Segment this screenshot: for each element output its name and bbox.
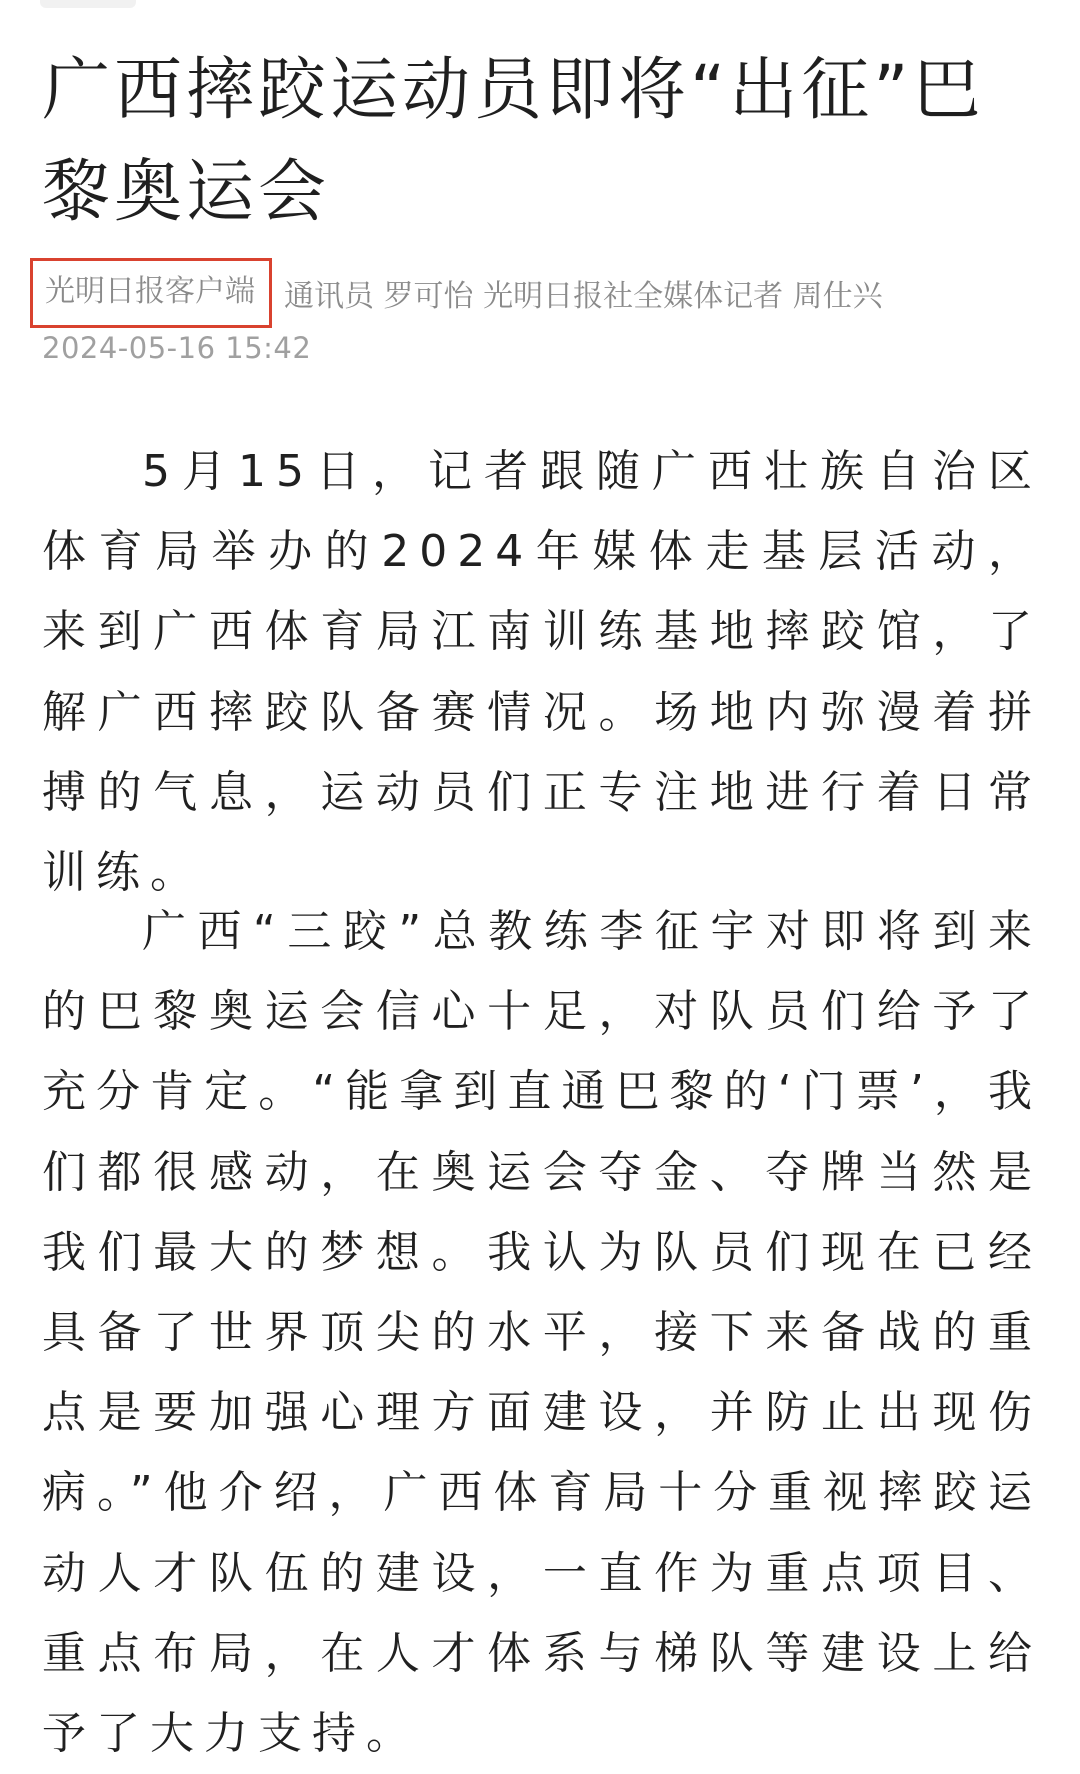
publish-timestamp: 2024-05-16 15:42 — [42, 331, 312, 365]
source-highlight-box[interactable] — [30, 258, 272, 328]
reporters-line: 通讯员 罗可怡 光明日报社全媒体记者 周仕兴 — [284, 279, 883, 314]
top-tab-remnant — [40, 0, 136, 8]
article-meta — [42, 262, 883, 314]
article-paragraph-2: 广西“三跤”总教练李征宇对即将到来的巴黎奥运会信心十足，对队员们给予了充分肯定。“能拿到直通巴黎的‘门票’，我们都很感动，在奥运会夺金、夺牌当然是我们最大的梦想。我认为队员们现在已经具备了世界顶尖的水平，接下来备战的重点是要加强心理方面建设，并防止出现伤病。”他介绍，广西体育局十分重视摔跤运动人才队伍的建设，一直作为重点项目、重点布局，在人才体系与梯队等建设上给予了大力支持。 — [42, 906, 1042, 1760]
source-label[interactable]: 光明日报客户端 — [45, 274, 255, 309]
article-title: 广西摔跤运动员即将“出征”巴黎奥运会 — [42, 51, 985, 232]
article-paragraph-1: 5月15日，记者跟随广西壮族自治区体育局举办的2024年媒体走基层活动，来到广西体育局江南训练基地摔跤馆，了解广西摔跤队备赛情况。场地内弥漫着拼搏的气息，运动员们正专注地进行着日常训练。 — [42, 446, 1042, 899]
